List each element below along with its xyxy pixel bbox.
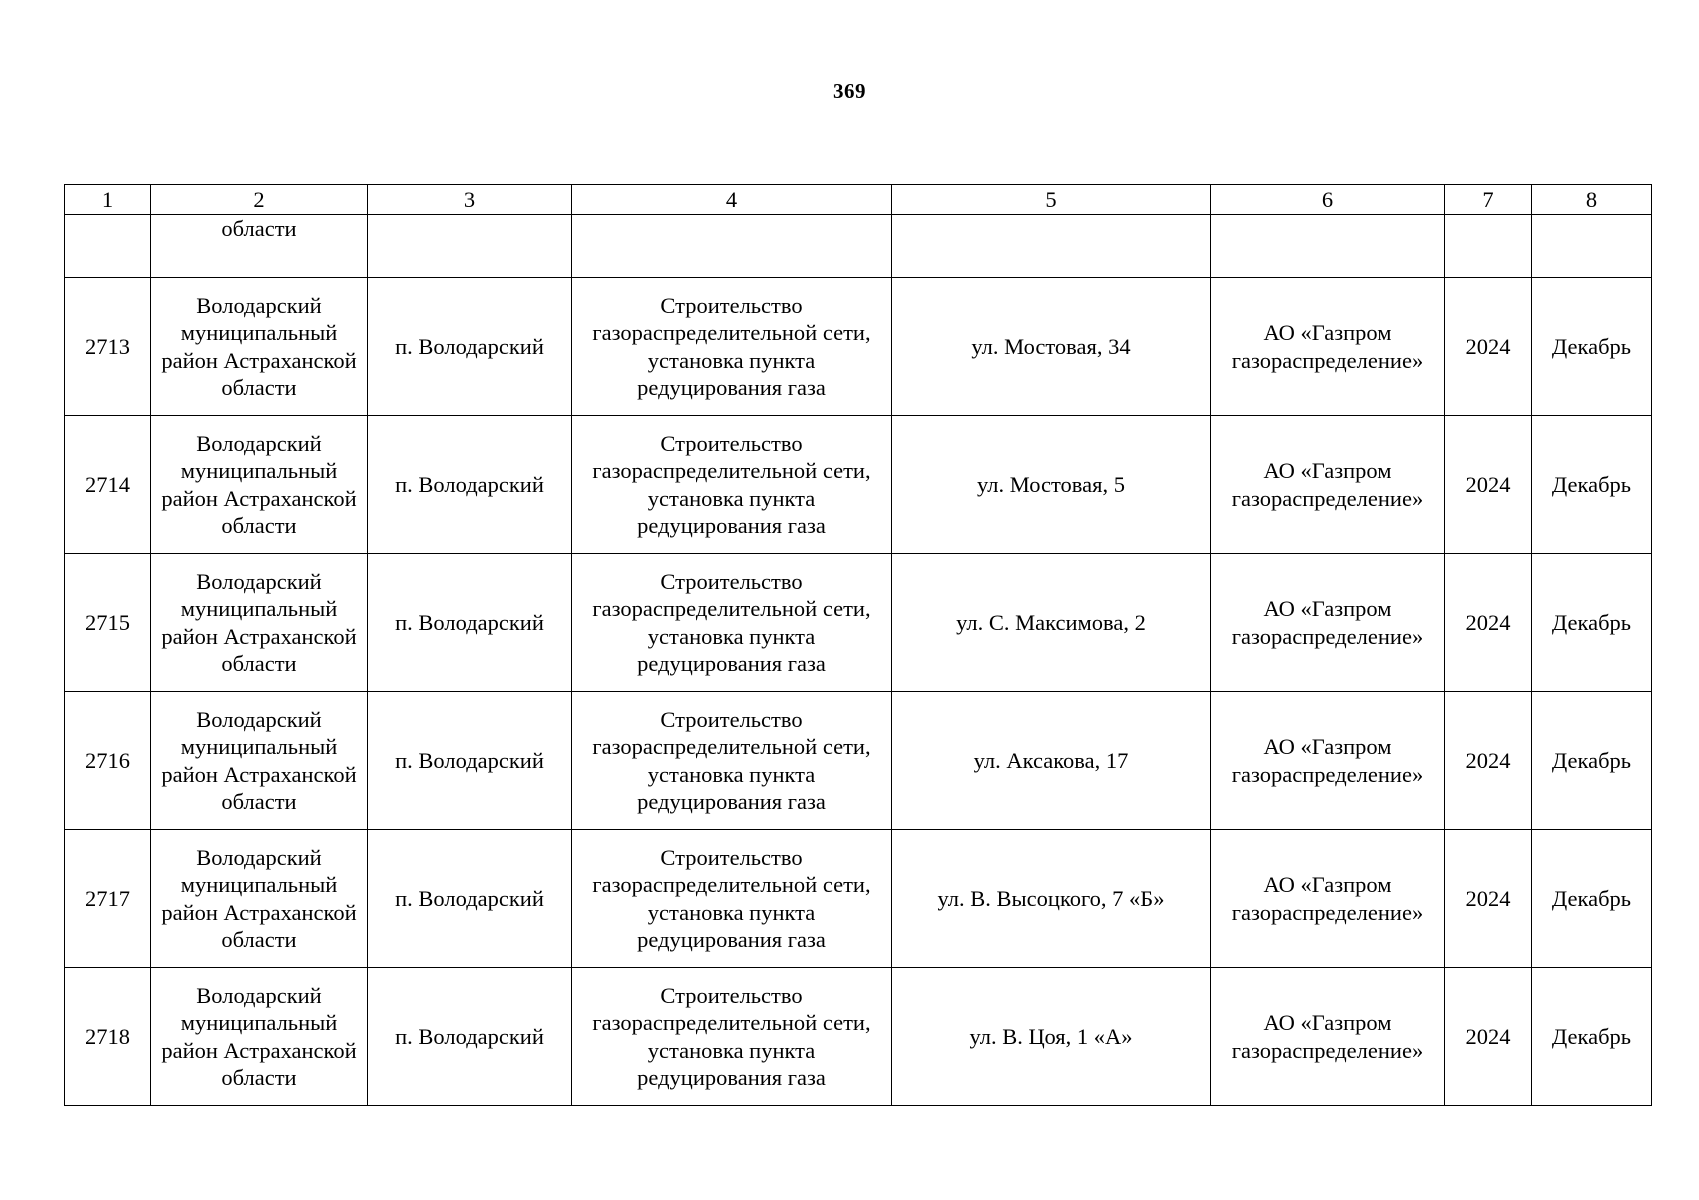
column-number-6: 6: [1211, 185, 1445, 215]
settlement-cell: п. Володарский: [368, 416, 572, 554]
settlement-cell: п. Володарский: [368, 278, 572, 416]
row-number-cell: 2717: [65, 830, 151, 968]
district-cell: Володарский муниципальный район Астраханской области: [151, 830, 368, 968]
settlement-cell: п. Володарский: [368, 692, 572, 830]
column-number-7: 7: [1445, 185, 1532, 215]
row-number-cell: 2714: [65, 416, 151, 554]
address-cell: ул. С. Максимова, 2: [892, 554, 1211, 692]
address-cell: ул. Мостовая, 5: [892, 416, 1211, 554]
continuation-cell-8: [1532, 215, 1652, 278]
settlement-cell: п. Володарский: [368, 830, 572, 968]
month-cell: Декабрь: [1532, 968, 1652, 1106]
address-cell: ул. Мостовая, 34: [892, 278, 1211, 416]
row-number-cell: 2713: [65, 278, 151, 416]
row-number-cell: 2716: [65, 692, 151, 830]
column-number-4: 4: [572, 185, 892, 215]
table-row: [65, 968, 1652, 1106]
organization-cell: АО «Газпром газораспределение»: [1211, 968, 1445, 1106]
continuation-cell-1: [65, 215, 151, 278]
district-cell: Володарский муниципальный район Астраханской области: [151, 416, 368, 554]
table-row: [65, 830, 1652, 968]
organization-cell: АО «Газпром газораспределение»: [1211, 554, 1445, 692]
column-number-3: 3: [368, 185, 572, 215]
work-description-cell: Строительство газораспределительной сети, установка пункта редуцирования газа: [572, 968, 892, 1106]
table-row: [65, 416, 1652, 554]
work-description-cell: Строительство газораспределительной сети, установка пункта редуцирования газа: [572, 416, 892, 554]
address-cell: ул. В. Высоцкого, 7 «Б»: [892, 830, 1211, 968]
year-cell: 2024: [1445, 554, 1532, 692]
work-description-cell: Строительство газораспределительной сети, установка пункта редуцирования газа: [572, 554, 892, 692]
district-cell: Володарский муниципальный район Астраханской области: [151, 554, 368, 692]
row-number-cell: 2718: [65, 968, 151, 1106]
settlement-cell: п. Володарский: [368, 968, 572, 1106]
column-number-2: 2: [151, 185, 368, 215]
column-number-row: [65, 185, 1652, 215]
month-cell: Декабрь: [1532, 416, 1652, 554]
month-cell: Декабрь: [1532, 278, 1652, 416]
year-cell: 2024: [1445, 416, 1532, 554]
table-row: [65, 278, 1652, 416]
month-cell: Декабрь: [1532, 830, 1652, 968]
address-cell: ул. В. Цоя, 1 «А»: [892, 968, 1211, 1106]
district-cell: Володарский муниципальный район Астраханской области: [151, 278, 368, 416]
column-number-8: 8: [1532, 185, 1652, 215]
settlement-cell: п. Володарский: [368, 554, 572, 692]
continuation-cell-3: [368, 215, 572, 278]
continuation-cell-7: [1445, 215, 1532, 278]
continuation-cell-4: [572, 215, 892, 278]
continuation-cell-6: [1211, 215, 1445, 278]
continuation-cell-5: [892, 215, 1211, 278]
month-cell: Декабрь: [1532, 692, 1652, 830]
organization-cell: АО «Газпром газораспределение»: [1211, 416, 1445, 554]
column-number-5: 5: [892, 185, 1211, 215]
organization-cell: АО «Газпром газораспределение»: [1211, 278, 1445, 416]
district-cell: Володарский муниципальный район Астраханской области: [151, 692, 368, 830]
work-description-cell: Строительство газораспределительной сети, установка пункта редуцирования газа: [572, 830, 892, 968]
row-number-cell: 2715: [65, 554, 151, 692]
year-cell: 2024: [1445, 692, 1532, 830]
address-cell: ул. Аксакова, 17: [892, 692, 1211, 830]
district-cell: Володарский муниципальный район Астраханской области: [151, 968, 368, 1106]
organization-cell: АО «Газпром газораспределение»: [1211, 692, 1445, 830]
work-description-cell: Строительство газораспределительной сети, установка пункта редуцирования газа: [572, 278, 892, 416]
page-number: 369: [833, 79, 866, 103]
year-cell: 2024: [1445, 830, 1532, 968]
month-cell: Декабрь: [1532, 554, 1652, 692]
organization-cell: АО «Газпром газораспределение»: [1211, 830, 1445, 968]
continuation-row: [65, 215, 1652, 278]
table-row: [65, 554, 1652, 692]
year-cell: 2024: [1445, 968, 1532, 1106]
work-description-cell: Строительство газораспределительной сети, установка пункта редуцирования газа: [572, 692, 892, 830]
table-row: [65, 692, 1652, 830]
column-number-1: 1: [65, 185, 151, 215]
year-cell: 2024: [1445, 278, 1532, 416]
gasification-table: [64, 184, 1652, 1106]
continuation-cell-2: области: [151, 215, 368, 278]
